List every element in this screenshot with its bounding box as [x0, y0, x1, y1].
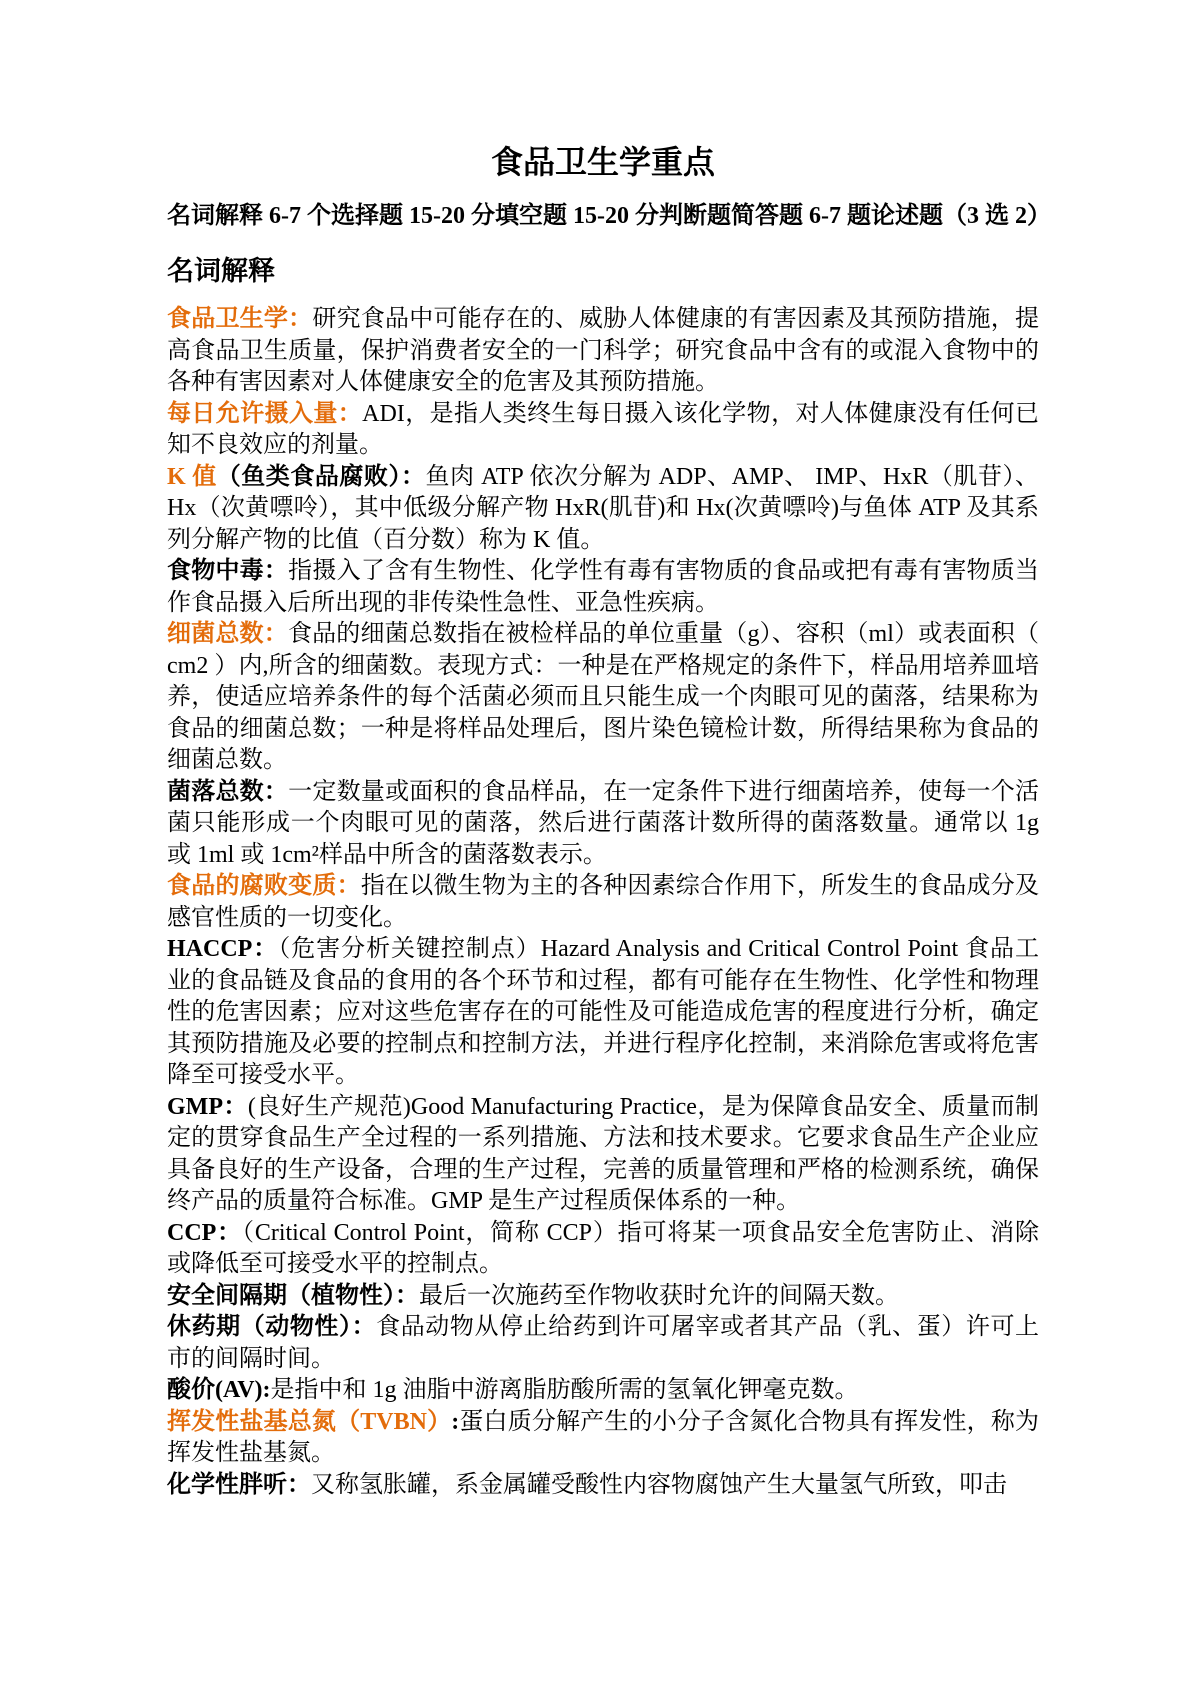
definition-term: 食物中毒：	[167, 558, 289, 584]
definition-text: (良好生产规范)Good Manufacturing Practice，是为保障食品安全、质量而制定的贯穿食品生产全过程的一系列措施、方法和技术要求。它要求食品生产企业应具备良好的生产设备，合理的生产过程，完善的质量管理和严格的检测系统，确保终产品的质量符合标准。GMP 是生产过程质保体系的一种。	[167, 1093, 1040, 1214]
definition-term: 酸价(AV):	[167, 1377, 271, 1403]
definition-item	[167, 777, 1039, 872]
definition-text: 最后一次施药至作物收获时允许的间隔天数。	[419, 1282, 899, 1309]
definition-text: 蛋白质分解产生的小分子含氮化合物具有挥发性，称为挥发性盐基氮。	[167, 1408, 1039, 1466]
definition-term-highlighted: K 值	[167, 463, 217, 490]
definition-term-highlighted: 挥发性盐基总氮（TVBN）	[167, 1408, 452, 1435]
definition-text: 是指中和 1g 油脂中游离脂肪酸所需的氢氧化钾毫克数。	[270, 1377, 859, 1403]
definition-term-highlighted: 细菌总数：	[167, 621, 288, 647]
definition-item	[167, 1312, 1039, 1375]
definition-text: 一定数量或面积的食品样品，在一定条件下进行细菌培养，使每一个活菌只能形成一个肉眼可见的菌落，然后进行菌落计数所得的菌落数量。通常以 1g 或 1ml 或 1cm²样品中所含的菌落数表示。	[167, 778, 1040, 868]
definition-text: （Critical Control Point，简称 CCP）指可将某一项食品安全危害防止、消除或降低至可接受水平的控制点。	[167, 1219, 1040, 1277]
definition-term: （鱼类食品腐败）：	[216, 463, 426, 490]
definition-term-highlighted: 每日允许摄入量：	[167, 400, 363, 427]
definition-item	[167, 399, 1039, 462]
definition-text: 研究食品中可能存在的、威胁人体健康的有害因素及其预防措施，提高食品卫生质量，保护消费者安全的一门科学；研究食品中含有的或混入食物中的各种有害因素对人体健康安全的危害及其预防措施。	[167, 306, 1040, 395]
definition-text: 指在以微生物为主的各种因素综合作用下，所发生的食品成分及感官性质的一切变化。	[167, 873, 1039, 931]
definition-item	[167, 1281, 1039, 1313]
definition-term: GMP：	[167, 1093, 248, 1120]
definition-text: （危害分析关键控制点）Hazard Analysis and Critical Control Point 食品工业的食品链及食品的食用的各个环节和过程，都有可能存在生物性、化学性和物理性的危害因素；应对这些危害存在的可能性及可能造成危害的程度进行分析，确定其预防措施及必要的控制点和控制方法，并进行程序化控制，来消除危害或将危害降至可接受水平。	[167, 936, 1040, 1088]
definition-item	[167, 619, 1039, 777]
definition-item	[167, 304, 1039, 399]
definition-term: CCP：	[167, 1219, 242, 1246]
definition-text: 指摄入了含有生物性、化学性有毒有害物质的食品或把有毒有害物质当作食品摄入后所出现的非传染性急性、亚急性疾病。	[167, 558, 1040, 616]
definition-term: 休药期（动物性）：	[167, 1314, 377, 1340]
page-title: 食品卫生学重点	[490, 144, 715, 180]
definition-item	[167, 556, 1039, 619]
definition-text: 食品的细菌总数指在被检样品的单位重量（g）、容积（ml）或表面积（ cm2 ）内,所含的细菌数。表现方式：一种是在严格规定的条件下，样品用培养皿培养，使适应培养条件的每个活菌必须而且只能生成一个肉眼可见的菌落，结果称为食品的细菌总数；一种是将样品处理后，图片染色镜检计数，所得结果称为食品的细菌总数。	[167, 621, 1040, 773]
definition-term: :	[451, 1408, 460, 1435]
definition-text: 食品动物从停止给药到许可屠宰或者其产品（乳、蛋）许可上市的间隔时间。	[167, 1314, 1040, 1372]
definition-item	[167, 1375, 1039, 1407]
definition-item	[167, 1218, 1039, 1281]
definition-item	[167, 462, 1039, 557]
definition-term-highlighted: 食品的腐败变质：	[167, 873, 361, 899]
definition-item	[167, 1092, 1039, 1218]
definitions-list	[167, 304, 1039, 1501]
definition-term: 菌落总数：	[167, 778, 289, 805]
definition-text: 又称氢胀罐，系金属罐受酸性内容物腐蚀产生大量氢气所致，叩击	[311, 1471, 1007, 1498]
definition-term: HACCP：	[167, 936, 279, 962]
definition-term: 化学性胖听：	[167, 1471, 311, 1498]
definition-item	[167, 871, 1039, 934]
definition-item	[167, 1407, 1039, 1470]
definition-text: 鱼肉 ATP 依次分解为 ADP、AMP、 IMP、HxR（肌苷）、Hx（次黄嘌呤），其中低级分解产物 HxR(肌苷)和 Hx(次黄嘌呤)与鱼体 ATP 及其系列分解产物的比值（百分数）称为 K 值。	[167, 463, 1040, 553]
definition-item	[167, 1470, 1039, 1502]
definition-term: 安全间隔期（植物性）：	[167, 1282, 419, 1309]
definition-item	[167, 934, 1039, 1092]
section-heading-definitions: 名词解释	[167, 256, 275, 286]
definition-term-highlighted: 食品卫生学：	[167, 306, 313, 332]
definition-text: ADI，是指人类终生每日摄入该化学物，对人体健康没有任何已知不良效应的剂量。	[167, 400, 1039, 458]
exam-format-note: 名词解释 6-7 个选择题 15-20 分填空题 15-20 分判断题简答题 6-7 题论述题（3 选 2）	[167, 203, 1051, 229]
